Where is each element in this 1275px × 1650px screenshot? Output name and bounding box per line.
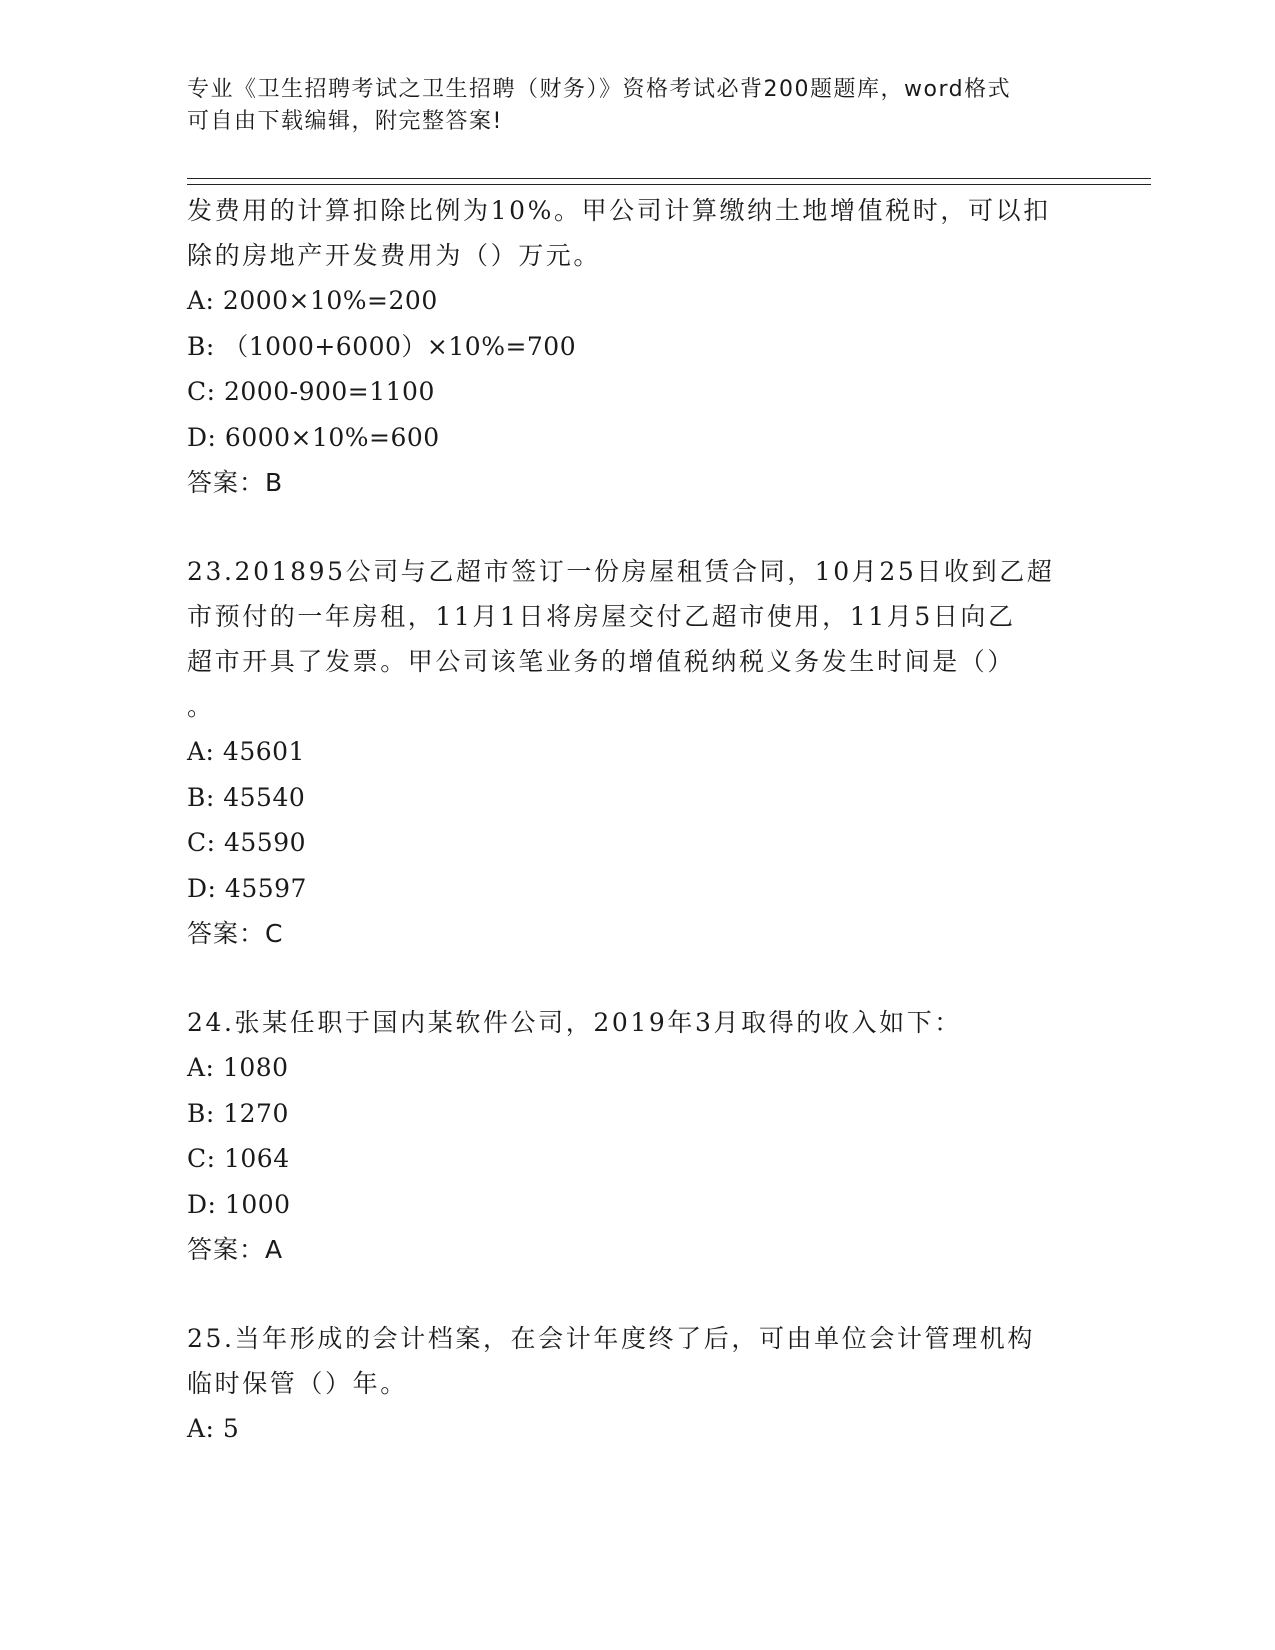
question-text-line: 市预付的一年房租，11月1日将房屋交付乙超市使用，11月5日向乙 (187, 602, 1016, 631)
question-22 (187, 188, 1087, 505)
spacer (187, 1272, 1087, 1316)
question-text-line: 。 (187, 692, 215, 721)
option-c: C: 2000-900=1100 (187, 377, 435, 406)
answer-line: 答案：B (187, 468, 284, 497)
question-text-line: 发费用的计算扣除比例为10%。甲公司计算缴纳土地增值税时，可以扣 (187, 196, 1051, 225)
question-text-line: 25.当年形成的会计档案，在会计年度终了后，可由单位会计管理机构 (187, 1324, 1035, 1353)
option-b: B: 45540 (187, 782, 306, 812)
document-body (187, 188, 1087, 1452)
header-line-1: 专业《卫生招聘考试之卫生招聘（财务）》资格考试必背200题题库，word格式 (187, 77, 1012, 102)
question-25 (187, 1316, 1087, 1452)
option-c: C: 45590 (187, 828, 307, 857)
answer-line: 答案：A (187, 1235, 284, 1264)
question-text-line: 临时保管（）年。 (187, 1369, 408, 1398)
question-23 (187, 549, 1087, 956)
option-a: A: 45601 (187, 737, 305, 766)
question-24 (187, 1000, 1087, 1272)
option-b: B: （1000+6000）×10%=700 (187, 331, 577, 361)
option-a: A: 1080 (187, 1053, 289, 1082)
answer-line: 答案：C (187, 919, 284, 948)
option-d: D: 1000 (187, 1189, 291, 1219)
option-d: D: 6000×10%=600 (187, 422, 440, 452)
header-rule-top (187, 178, 1151, 179)
question-text-line: 24.张某任职于国内某软件公司，2019年3月取得的收入如下： (187, 1008, 962, 1037)
option-d: D: 45597 (187, 873, 307, 903)
question-text-line: 除的房地产开发费用为（）万元。 (187, 241, 602, 270)
spacer (187, 505, 1087, 549)
spacer (187, 956, 1087, 1000)
header-line-2: 可自由下载编辑，附完整答案! (187, 109, 503, 134)
option-a: A: 2000×10%=200 (187, 286, 438, 315)
header-rule-bottom (187, 184, 1151, 185)
question-text-line: 23.201895公司与乙超市签订一份房屋租赁合同，10月25日收到乙超 (187, 557, 1055, 586)
option-a: A: 5 (187, 1414, 240, 1443)
question-text-line: 超市开具了发票。甲公司该笔业务的增值税纳税义务发生时间是（） (187, 647, 1016, 676)
document-header (187, 74, 1087, 138)
option-b: B: 1270 (187, 1098, 289, 1128)
option-c: C: 1064 (187, 1144, 290, 1173)
